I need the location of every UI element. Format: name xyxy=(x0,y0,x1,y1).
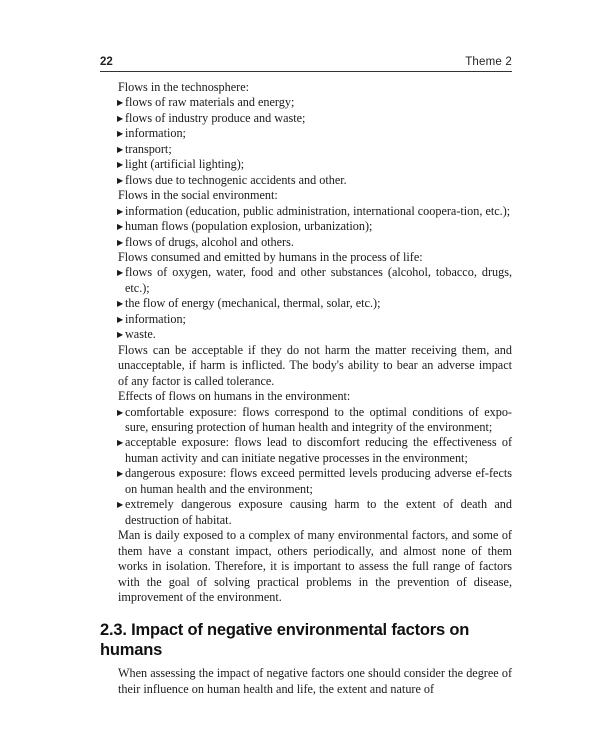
bullet-arrow-icon: ▶ xyxy=(117,222,124,232)
list-item: ▶ comfortable exposure: flows correspond to the optimal conditions of expo-sure, ensuring protection of human health and integrity of the environment; xyxy=(117,404,512,434)
effects-heading: Effects of flows on humans in the environment: xyxy=(118,389,351,404)
list-item: ▶ flows of oxygen, water, food and other substances (alcohol, tobacco, drugs, etc.); xyxy=(117,265,512,295)
bullet-arrow-icon: ▶ xyxy=(117,144,124,154)
list-item: ▶ light (artificial lighting); xyxy=(117,157,245,172)
list-item: ▶ information; xyxy=(117,311,186,326)
technosphere-list xyxy=(100,95,512,188)
page-number: 22 xyxy=(100,56,113,68)
list-item: ▶ dangerous exposure: flows exceed permitted levels producing adverse ef-fects on human health and the environment; xyxy=(117,466,512,496)
social-list xyxy=(100,204,512,250)
list-item: ▶ extremely dangerous exposure causing harm to the extent of death and destruction of habitat. xyxy=(117,497,512,527)
list-item: ▶ human flows (population explosion, urbanization); xyxy=(117,219,373,234)
list-item: ▶ the flow of energy (mechanical, thermal, solar, etc.); xyxy=(117,296,381,311)
bullet-arrow-icon: ▶ xyxy=(117,206,124,216)
list-item: ▶ flows due to technogenic accidents and other. xyxy=(117,172,347,187)
bullet-arrow-icon: ▶ xyxy=(117,438,124,448)
bullet-arrow-icon: ▶ xyxy=(117,469,124,479)
header-rule xyxy=(100,71,512,72)
section-intro-paragraph: When assessing the impact of negative factors one should consider the degree of their influence on human health and life, the extent and nature of xyxy=(118,666,512,696)
list-item: ▶ flows of raw materials and energy; xyxy=(117,95,295,110)
factors-paragraph: Man is daily exposed to a complex of many environmental factors, and some of them have a constant impact, others periodically, and almost none of them works in isolation. Therefore, it is important to assess the full range of factors with the goal of solving practical problems in the prevention of disease, improvement of the environment. xyxy=(118,528,512,604)
list-item: ▶ information (education, public administration, international coopera-tion, etc.); xyxy=(117,203,511,218)
technosphere-heading: Flows in the technosphere: xyxy=(118,80,249,94)
bullet-arrow-icon: ▶ xyxy=(117,268,124,278)
bullet-arrow-icon: ▶ xyxy=(117,299,124,309)
bullet-arrow-icon: ▶ xyxy=(117,160,124,170)
bullet-arrow-icon: ▶ xyxy=(117,129,124,139)
list-item: ▶ flows of drugs, alcohol and others. xyxy=(117,234,294,249)
running-title: Theme 2 xyxy=(465,56,512,68)
consumed-list xyxy=(100,265,512,342)
tolerance-paragraph: Flows can be acceptable if they do not harm the matter receiving them, and unacceptable, if harm is inflicted. The body's ability to bear an adverse impact of any factor is called tolerance. xyxy=(118,342,512,388)
page-body xyxy=(100,80,512,697)
bullet-arrow-icon: ▶ xyxy=(117,500,124,510)
bullet-arrow-icon: ▶ xyxy=(117,407,124,417)
section-heading: 2.3. Impact of negative environmental factors on humans xyxy=(100,621,470,660)
list-item: ▶ information; xyxy=(117,126,186,141)
bullet-arrow-icon: ▶ xyxy=(117,175,124,185)
list-item: ▶ flows of industry produce and waste; xyxy=(117,110,306,125)
effects-list xyxy=(100,405,512,529)
list-item: ▶ acceptable exposure: flows lead to discomfort reducing the effectiveness of human activity and can initiate negative processes in the environment; xyxy=(117,435,512,465)
list-item: ▶ transport; xyxy=(117,141,172,156)
social-heading: Flows in the social environment: xyxy=(118,188,278,203)
bullet-arrow-icon: ▶ xyxy=(117,237,124,247)
bullet-arrow-icon: ▶ xyxy=(117,113,124,123)
bullet-arrow-icon: ▶ xyxy=(117,330,124,340)
running-header xyxy=(100,56,512,70)
bullet-arrow-icon: ▶ xyxy=(117,314,124,324)
list-item: ▶ waste. xyxy=(117,327,156,342)
consumed-heading: Flows consumed and emitted by humans in the process of life: xyxy=(118,249,423,264)
bullet-arrow-icon: ▶ xyxy=(117,98,124,108)
